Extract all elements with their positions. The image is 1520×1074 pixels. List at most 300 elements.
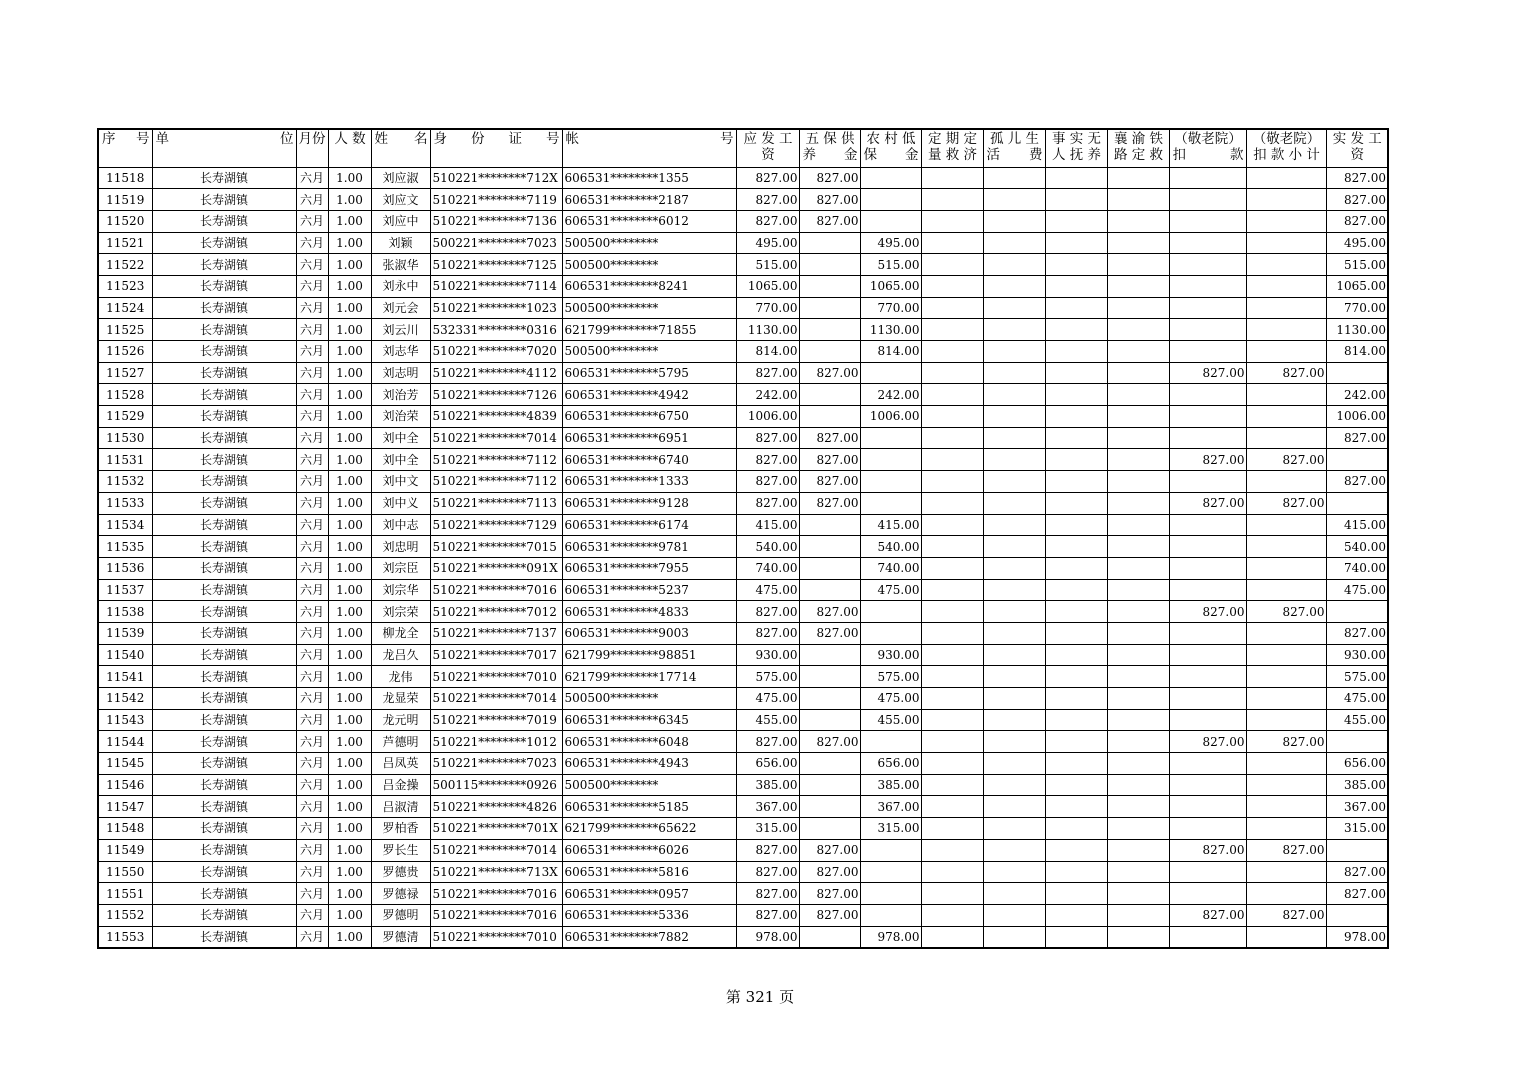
cell-nursing-deduction: [1169, 471, 1246, 493]
cell-nursing-subtotal: 827.00: [1246, 449, 1326, 471]
cell-xiangyu-railway: [1107, 688, 1169, 710]
cell-fixed-relief: [921, 861, 983, 883]
table-row: [98, 492, 1388, 514]
cell-defacto-unsupported: [1045, 254, 1107, 276]
cell-salary-due: 827.00: [736, 904, 799, 926]
cell-seq: 11549: [98, 839, 152, 861]
cell-seq: 11545: [98, 753, 152, 775]
cell-xiangyu-railway: [1107, 709, 1169, 731]
cell-seq: 11526: [98, 341, 152, 363]
cell-month: 六月: [296, 427, 328, 449]
cell-wubao: 827.00: [799, 904, 860, 926]
cell-wubao: 827.00: [799, 492, 860, 514]
cell-seq: 11530: [98, 427, 152, 449]
table-row: [98, 709, 1388, 731]
cell-dibao: 242.00: [860, 384, 921, 406]
cell-month: 六月: [296, 709, 328, 731]
cell-wubao: [799, 319, 860, 341]
cell-count: 1.00: [328, 883, 371, 905]
cell-name: 刘元会: [371, 297, 430, 319]
cell-month: 六月: [296, 622, 328, 644]
cell-nursing-subtotal: [1246, 579, 1326, 601]
cell-salary-paid: 827.00: [1326, 167, 1388, 189]
cell-xiangyu-railway: [1107, 319, 1169, 341]
cell-salary-paid: 827.00: [1326, 861, 1388, 883]
cell-orphan: [983, 319, 1045, 341]
cell-nursing-deduction: [1169, 666, 1246, 688]
cell-count: 1.00: [328, 644, 371, 666]
cell-nursing-subtotal: [1246, 536, 1326, 558]
cell-salary-paid: 515.00: [1326, 254, 1388, 276]
cell-month: 六月: [296, 883, 328, 905]
cell-fixed-relief: [921, 341, 983, 363]
table-row: [98, 384, 1388, 406]
cell-salary-due: 475.00: [736, 579, 799, 601]
cell-wubao: [799, 926, 860, 948]
cell-defacto-unsupported: [1045, 709, 1107, 731]
cell-dibao: 740.00: [860, 557, 921, 579]
cell-fixed-relief: [921, 557, 983, 579]
cell-wubao: 827.00: [799, 210, 860, 232]
cell-name: 刘治荣: [371, 406, 430, 428]
cell-count: 1.00: [328, 297, 371, 319]
cell-month: 六月: [296, 449, 328, 471]
cell-id-number: 510221********7010: [430, 926, 562, 948]
cell-salary-due: 827.00: [736, 210, 799, 232]
cell-seq: 11543: [98, 709, 152, 731]
cell-id-number: 500221********7023: [430, 232, 562, 254]
cell-id-number: 510221********7010: [430, 666, 562, 688]
cell-id-number: 510221********7017: [430, 644, 562, 666]
cell-orphan: [983, 861, 1045, 883]
cell-xiangyu-railway: [1107, 362, 1169, 384]
cell-account: 606531********6174: [562, 514, 736, 536]
cell-fixed-relief: [921, 904, 983, 926]
cell-nursing-subtotal: 827.00: [1246, 492, 1326, 514]
header-account: 帐 号: [562, 129, 736, 167]
cell-salary-due: 315.00: [736, 818, 799, 840]
cell-wubao: 827.00: [799, 471, 860, 493]
cell-nursing-deduction: [1169, 557, 1246, 579]
table-row: [98, 622, 1388, 644]
header-nursing-subtotal: （敬老院） 扣 款 小 计: [1246, 129, 1326, 167]
cell-orphan: [983, 926, 1045, 948]
cell-defacto-unsupported: [1045, 601, 1107, 623]
cell-salary-paid: 575.00: [1326, 666, 1388, 688]
cell-id-number: 510221********1012: [430, 731, 562, 753]
cell-orphan: [983, 557, 1045, 579]
cell-month: 六月: [296, 774, 328, 796]
cell-seq: 11522: [98, 254, 152, 276]
cell-xiangyu-railway: [1107, 839, 1169, 861]
table-row: [98, 818, 1388, 840]
cell-id-number: 510221********1023: [430, 297, 562, 319]
cell-unit: 长寿湖镇: [152, 731, 296, 753]
cell-id-number: 510221********713X: [430, 861, 562, 883]
cell-seq: 11544: [98, 731, 152, 753]
header-salary-due: 应 发 工 资: [736, 129, 799, 167]
cell-wubao: [799, 254, 860, 276]
cell-nursing-deduction: [1169, 384, 1246, 406]
cell-orphan: [983, 232, 1045, 254]
cell-salary-paid: 415.00: [1326, 514, 1388, 536]
cell-nursing-subtotal: [1246, 666, 1326, 688]
cell-unit: 长寿湖镇: [152, 601, 296, 623]
cell-name: 刘志明: [371, 362, 430, 384]
cell-unit: 长寿湖镇: [152, 189, 296, 211]
cell-count: 1.00: [328, 384, 371, 406]
cell-xiangyu-railway: [1107, 514, 1169, 536]
cell-nursing-subtotal: [1246, 883, 1326, 905]
cell-salary-due: 475.00: [736, 688, 799, 710]
cell-salary-paid: 495.00: [1326, 232, 1388, 254]
cell-dibao: 315.00: [860, 818, 921, 840]
cell-nursing-subtotal: 827.00: [1246, 601, 1326, 623]
cell-seq: 11541: [98, 666, 152, 688]
cell-salary-due: 827.00: [736, 839, 799, 861]
table-row: [98, 297, 1388, 319]
cell-count: 1.00: [328, 406, 371, 428]
cell-orphan: [983, 644, 1045, 666]
cell-unit: 长寿湖镇: [152, 427, 296, 449]
cell-unit: 长寿湖镇: [152, 622, 296, 644]
cell-name: 龙伟: [371, 666, 430, 688]
cell-account: 606531********9003: [562, 622, 736, 644]
cell-unit: 长寿湖镇: [152, 861, 296, 883]
cell-salary-paid: 475.00: [1326, 688, 1388, 710]
cell-salary-paid: 827.00: [1326, 210, 1388, 232]
cell-id-number: 510221********7119: [430, 189, 562, 211]
cell-count: 1.00: [328, 210, 371, 232]
cell-name: 张淑华: [371, 254, 430, 276]
cell-salary-due: 814.00: [736, 341, 799, 363]
cell-count: 1.00: [328, 167, 371, 189]
cell-defacto-unsupported: [1045, 319, 1107, 341]
cell-dibao: [860, 492, 921, 514]
table-row: [98, 688, 1388, 710]
cell-id-number: 510221********7012: [430, 601, 562, 623]
cell-dibao: [860, 861, 921, 883]
cell-fixed-relief: [921, 883, 983, 905]
cell-defacto-unsupported: [1045, 427, 1107, 449]
table-row: [98, 883, 1388, 905]
table-row: [98, 536, 1388, 558]
cell-account: 606531********5795: [562, 362, 736, 384]
cell-nursing-deduction: [1169, 926, 1246, 948]
cell-name: 芦德明: [371, 731, 430, 753]
cell-salary-paid: 540.00: [1326, 536, 1388, 558]
cell-xiangyu-railway: [1107, 297, 1169, 319]
cell-salary-due: 385.00: [736, 774, 799, 796]
cell-nursing-deduction: [1169, 622, 1246, 644]
cell-xiangyu-railway: [1107, 189, 1169, 211]
cell-fixed-relief: [921, 622, 983, 644]
cell-account: 606531********6951: [562, 427, 736, 449]
cell-dibao: 367.00: [860, 796, 921, 818]
cell-account: 606531********7882: [562, 926, 736, 948]
cell-salary-paid: [1326, 839, 1388, 861]
header-unit: 单 位: [152, 129, 296, 167]
cell-count: 1.00: [328, 926, 371, 948]
cell-seq: 11535: [98, 536, 152, 558]
cell-month: 六月: [296, 471, 328, 493]
cell-salary-paid: 656.00: [1326, 753, 1388, 775]
cell-nursing-subtotal: [1246, 753, 1326, 775]
cell-defacto-unsupported: [1045, 275, 1107, 297]
cell-salary-due: 827.00: [736, 167, 799, 189]
cell-xiangyu-railway: [1107, 579, 1169, 601]
cell-dibao: [860, 189, 921, 211]
cell-count: 1.00: [328, 232, 371, 254]
cell-seq: 11553: [98, 926, 152, 948]
cell-name: 罗德明: [371, 904, 430, 926]
cell-xiangyu-railway: [1107, 275, 1169, 297]
cell-salary-due: 740.00: [736, 557, 799, 579]
cell-wubao: 827.00: [799, 883, 860, 905]
cell-seq: 11528: [98, 384, 152, 406]
cell-name: 刘宗华: [371, 579, 430, 601]
cell-month: 六月: [296, 406, 328, 428]
cell-defacto-unsupported: [1045, 774, 1107, 796]
cell-fixed-relief: [921, 427, 983, 449]
cell-salary-due: 827.00: [736, 427, 799, 449]
header-xiangyu-railway: 襄 渝 铁 路 定 救: [1107, 129, 1169, 167]
cell-id-number: 510221********4839: [430, 406, 562, 428]
cell-unit: 长寿湖镇: [152, 449, 296, 471]
cell-xiangyu-railway: [1107, 536, 1169, 558]
header-dibao: 农 村 低 保 金: [860, 129, 921, 167]
cell-month: 六月: [296, 341, 328, 363]
cell-seq: 11540: [98, 644, 152, 666]
cell-defacto-unsupported: [1045, 189, 1107, 211]
cell-defacto-unsupported: [1045, 514, 1107, 536]
cell-month: 六月: [296, 579, 328, 601]
cell-wubao: [799, 514, 860, 536]
cell-nursing-deduction: 827.00: [1169, 601, 1246, 623]
cell-nursing-deduction: [1169, 774, 1246, 796]
cell-month: 六月: [296, 167, 328, 189]
cell-xiangyu-railway: [1107, 861, 1169, 883]
cell-xiangyu-railway: [1107, 254, 1169, 276]
cell-wubao: 827.00: [799, 427, 860, 449]
cell-count: 1.00: [328, 492, 371, 514]
cell-count: 1.00: [328, 362, 371, 384]
cell-orphan: [983, 601, 1045, 623]
cell-defacto-unsupported: [1045, 861, 1107, 883]
cell-fixed-relief: [921, 297, 983, 319]
cell-salary-due: 827.00: [736, 189, 799, 211]
table-row: [98, 796, 1388, 818]
cell-salary-due: 827.00: [736, 622, 799, 644]
cell-seq: 11527: [98, 362, 152, 384]
cell-wubao: 827.00: [799, 731, 860, 753]
cell-name: 刘颖: [371, 232, 430, 254]
cell-salary-due: 242.00: [736, 384, 799, 406]
cell-nursing-subtotal: 827.00: [1246, 839, 1326, 861]
cell-month: 六月: [296, 796, 328, 818]
cell-account: 606531********2187: [562, 189, 736, 211]
table-row: [98, 753, 1388, 775]
cell-dibao: [860, 167, 921, 189]
cell-unit: 长寿湖镇: [152, 210, 296, 232]
cell-salary-due: 827.00: [736, 362, 799, 384]
cell-salary-paid: 930.00: [1326, 644, 1388, 666]
cell-dibao: 1130.00: [860, 319, 921, 341]
cell-dibao: [860, 622, 921, 644]
cell-nursing-deduction: 827.00: [1169, 492, 1246, 514]
cell-fixed-relief: [921, 406, 983, 428]
cell-dibao: 415.00: [860, 514, 921, 536]
cell-unit: 长寿湖镇: [152, 818, 296, 840]
cell-nursing-subtotal: [1246, 709, 1326, 731]
cell-id-number: 510221********7112: [430, 449, 562, 471]
table-row: [98, 232, 1388, 254]
cell-nursing-deduction: [1169, 167, 1246, 189]
cell-wubao: 827.00: [799, 167, 860, 189]
cell-nursing-subtotal: [1246, 275, 1326, 297]
cell-account: 621799********17714: [562, 666, 736, 688]
cell-xiangyu-railway: [1107, 883, 1169, 905]
cell-fixed-relief: [921, 601, 983, 623]
cell-unit: 长寿湖镇: [152, 796, 296, 818]
cell-defacto-unsupported: [1045, 297, 1107, 319]
cell-salary-paid: 827.00: [1326, 622, 1388, 644]
cell-dibao: 1006.00: [860, 406, 921, 428]
cell-orphan: [983, 622, 1045, 644]
cell-salary-due: 1130.00: [736, 319, 799, 341]
table-row: [98, 926, 1388, 948]
cell-account: 500500********: [562, 774, 736, 796]
cell-fixed-relief: [921, 362, 983, 384]
cell-count: 1.00: [328, 709, 371, 731]
cell-orphan: [983, 167, 1045, 189]
cell-nursing-deduction: [1169, 709, 1246, 731]
cell-dibao: 540.00: [860, 536, 921, 558]
cell-defacto-unsupported: [1045, 622, 1107, 644]
cell-nursing-subtotal: [1246, 774, 1326, 796]
cell-orphan: [983, 796, 1045, 818]
cell-xiangyu-railway: [1107, 601, 1169, 623]
cell-salary-due: 827.00: [736, 883, 799, 905]
cell-wubao: [799, 297, 860, 319]
cell-fixed-relief: [921, 536, 983, 558]
cell-account: 606531********1355: [562, 167, 736, 189]
cell-id-number: 510221********701X: [430, 818, 562, 840]
cell-fixed-relief: [921, 644, 983, 666]
cell-xiangyu-railway: [1107, 753, 1169, 775]
cell-nursing-subtotal: 827.00: [1246, 362, 1326, 384]
payroll-table: [97, 128, 1389, 949]
cell-salary-paid: [1326, 362, 1388, 384]
cell-count: 1.00: [328, 514, 371, 536]
cell-salary-paid: [1326, 492, 1388, 514]
cell-account: 606531********6012: [562, 210, 736, 232]
cell-unit: 长寿湖镇: [152, 904, 296, 926]
cell-unit: 长寿湖镇: [152, 362, 296, 384]
cell-salary-paid: [1326, 731, 1388, 753]
cell-fixed-relief: [921, 731, 983, 753]
cell-xiangyu-railway: [1107, 557, 1169, 579]
table-row: [98, 167, 1388, 189]
cell-defacto-unsupported: [1045, 167, 1107, 189]
cell-fixed-relief: [921, 275, 983, 297]
cell-unit: 长寿湖镇: [152, 341, 296, 363]
cell-dibao: 475.00: [860, 688, 921, 710]
cell-orphan: [983, 384, 1045, 406]
cell-seq: 11547: [98, 796, 152, 818]
cell-orphan: [983, 753, 1045, 775]
cell-month: 六月: [296, 926, 328, 948]
cell-count: 1.00: [328, 666, 371, 688]
cell-id-number: 510221********7016: [430, 904, 562, 926]
cell-month: 六月: [296, 904, 328, 926]
cell-nursing-deduction: [1169, 406, 1246, 428]
cell-xiangyu-railway: [1107, 818, 1169, 840]
cell-name: 刘志华: [371, 341, 430, 363]
cell-unit: 长寿湖镇: [152, 319, 296, 341]
cell-count: 1.00: [328, 818, 371, 840]
cell-orphan: [983, 406, 1045, 428]
cell-count: 1.00: [328, 536, 371, 558]
cell-nursing-subtotal: [1246, 644, 1326, 666]
cell-nursing-subtotal: 827.00: [1246, 731, 1326, 753]
cell-id-number: 510221********7023: [430, 753, 562, 775]
cell-dibao: [860, 471, 921, 493]
cell-account: 606531********6740: [562, 449, 736, 471]
cell-account: 606531********5816: [562, 861, 736, 883]
cell-unit: 长寿湖镇: [152, 774, 296, 796]
cell-dibao: 495.00: [860, 232, 921, 254]
cell-account: 606531********6750: [562, 406, 736, 428]
cell-seq: 11520: [98, 210, 152, 232]
cell-nursing-subtotal: [1246, 297, 1326, 319]
cell-xiangyu-railway: [1107, 232, 1169, 254]
cell-dibao: 385.00: [860, 774, 921, 796]
cell-account: 606531********4942: [562, 384, 736, 406]
cell-unit: 长寿湖镇: [152, 709, 296, 731]
cell-name: 吕金操: [371, 774, 430, 796]
cell-fixed-relief: [921, 688, 983, 710]
cell-name: 柳龙全: [371, 622, 430, 644]
cell-nursing-deduction: [1169, 254, 1246, 276]
cell-xiangyu-railway: [1107, 384, 1169, 406]
cell-salary-due: 827.00: [736, 449, 799, 471]
cell-id-number: 510221********7014: [430, 839, 562, 861]
cell-seq: 11518: [98, 167, 152, 189]
cell-count: 1.00: [328, 427, 371, 449]
cell-month: 六月: [296, 319, 328, 341]
cell-salary-paid: 770.00: [1326, 297, 1388, 319]
cell-month: 六月: [296, 557, 328, 579]
cell-name: 刘永中: [371, 275, 430, 297]
cell-month: 六月: [296, 254, 328, 276]
cell-name: 刘中全: [371, 449, 430, 471]
cell-month: 六月: [296, 232, 328, 254]
cell-orphan: [983, 818, 1045, 840]
cell-defacto-unsupported: [1045, 839, 1107, 861]
cell-salary-paid: 1130.00: [1326, 319, 1388, 341]
cell-count: 1.00: [328, 904, 371, 926]
cell-nursing-deduction: [1169, 427, 1246, 449]
cell-wubao: [799, 774, 860, 796]
cell-xiangyu-railway: [1107, 427, 1169, 449]
cell-salary-paid: 475.00: [1326, 579, 1388, 601]
cell-seq: 11525: [98, 319, 152, 341]
cell-salary-paid: [1326, 449, 1388, 471]
cell-nursing-deduction: [1169, 796, 1246, 818]
cell-account: 606531********0957: [562, 883, 736, 905]
cell-dibao: [860, 427, 921, 449]
